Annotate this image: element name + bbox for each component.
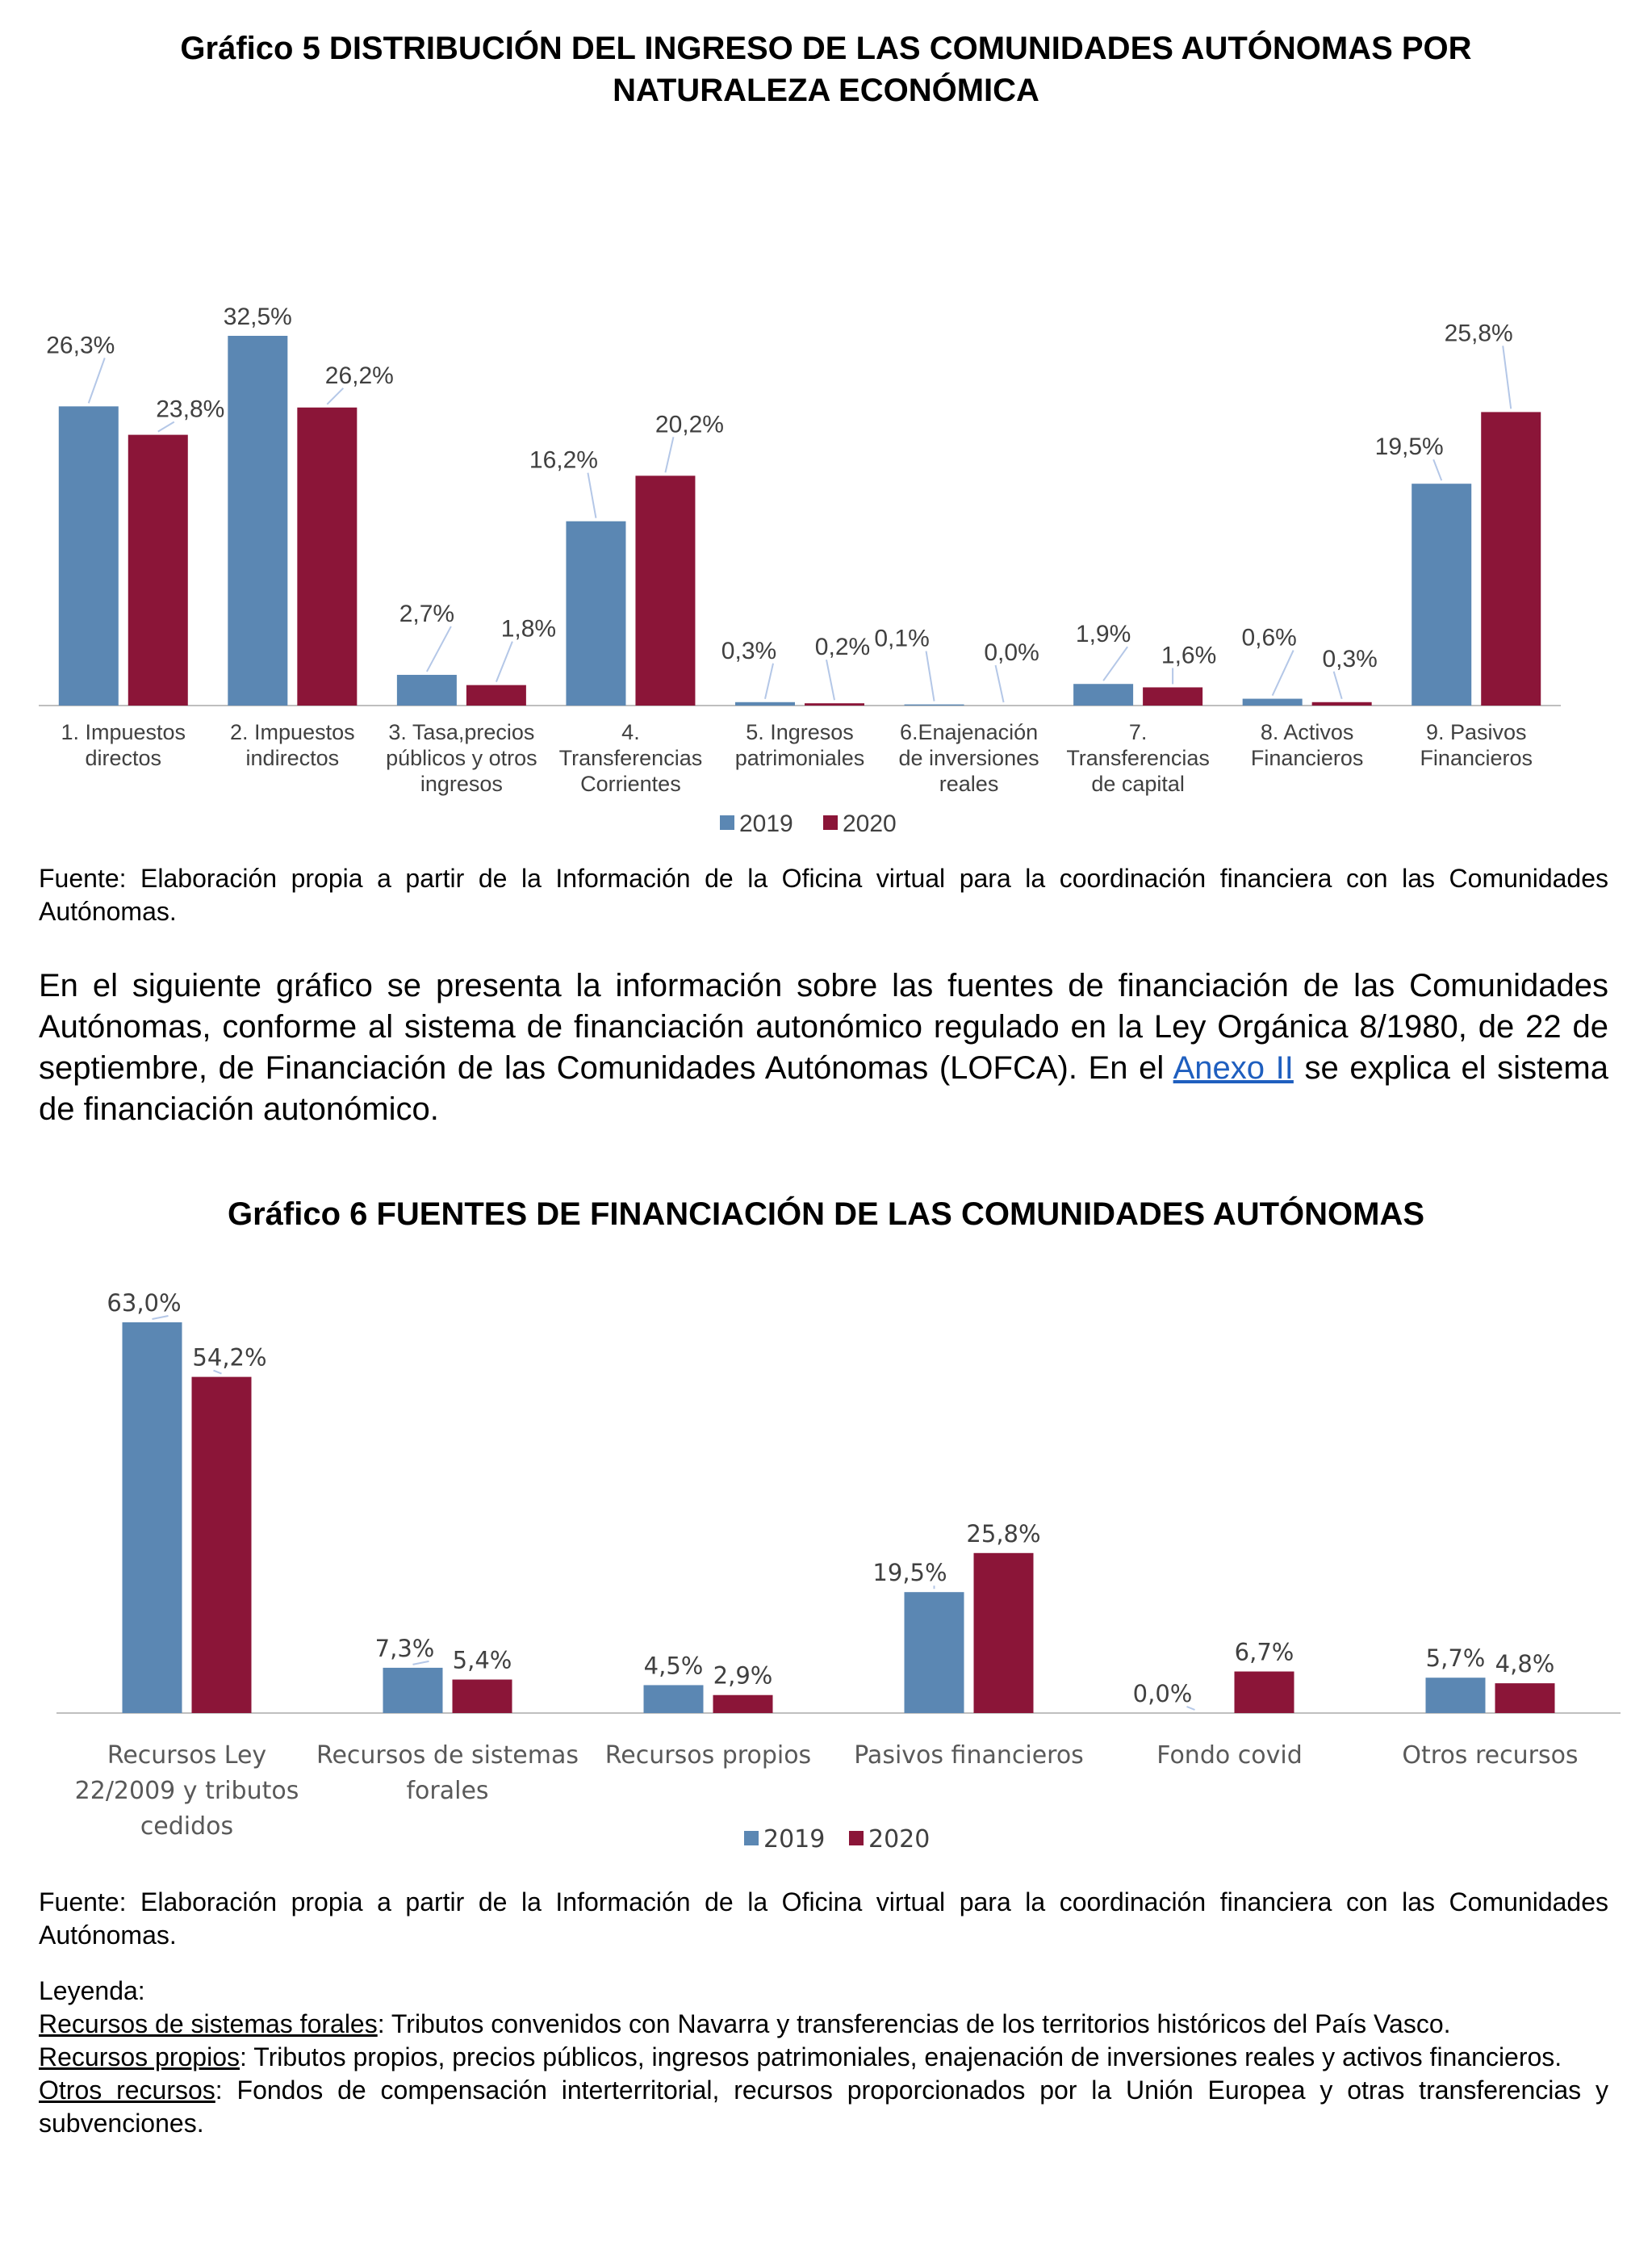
data-label-2020: 4,8% — [1495, 1650, 1555, 1678]
category-label-line: 1. Impuestos — [61, 720, 186, 744]
bar-2020 — [128, 435, 188, 706]
bar-2019 — [735, 702, 795, 706]
legend-note — [39, 2041, 1608, 2074]
category-label-line: 9. Pasivos — [1425, 720, 1527, 744]
legend-swatch-2019 — [744, 1831, 759, 1845]
bar-2020 — [1143, 687, 1202, 706]
legend-desc: : Tributos propios, precios públicos, ingresos patrimoniales, enajenación de inversiones reales y activos financieros. — [240, 2042, 1562, 2071]
leader-line — [1334, 672, 1342, 699]
category-label-line: Fondo covid — [1156, 1741, 1303, 1770]
data-label-2019: 0,1% — [874, 625, 930, 652]
leader-line — [1273, 651, 1294, 696]
category-label-line: de capital — [1091, 772, 1185, 796]
bar-2019 — [1243, 699, 1303, 706]
leader-line — [588, 473, 596, 518]
legend-term: Recursos propios — [39, 2042, 240, 2071]
data-label-2019: 16,2% — [529, 446, 598, 474]
leader-line — [665, 437, 673, 472]
bar-2020 — [297, 408, 357, 706]
bar-2019 — [644, 1685, 704, 1713]
data-label-2020: 23,8% — [156, 396, 225, 423]
leader-line — [1103, 647, 1127, 681]
category-label-line: 8. Activos — [1260, 720, 1354, 744]
data-label-2020: 0,3% — [1322, 645, 1378, 672]
legend-swatch-2019 — [720, 815, 734, 830]
category-label — [230, 720, 355, 770]
leader-line — [427, 626, 451, 672]
bar-2020 — [192, 1377, 252, 1713]
category-label-line: Recursos de sistemas — [316, 1741, 579, 1770]
legend-swatch-2020 — [849, 1831, 864, 1845]
legend-label-2019: 2019 — [763, 1825, 826, 1854]
chart6-source: Fuente: Elaboración propia a partir de la Información de la Oficina virtual para la coordinación financiera con las Comunidades Autónomas. — [39, 1887, 1608, 1950]
category-label-line: Transferencias — [558, 746, 703, 770]
legend-note — [39, 2074, 1608, 2140]
data-label-2020: 20,2% — [655, 411, 724, 438]
bar-2020 — [713, 1695, 773, 1713]
category-label — [61, 720, 186, 770]
legend-desc: : Tributos convenidos con Navarra y transferencias de los territorios históricos del País Vasco. — [377, 2009, 1451, 2038]
legend — [744, 1825, 930, 1854]
category-label-line: Transferencias — [1066, 746, 1210, 770]
category-label-line: Otros recursos — [1402, 1741, 1579, 1770]
category-label — [899, 720, 1039, 796]
data-label-2020: 6,7% — [1234, 1638, 1294, 1666]
legend-desc: : Fondos de compensación interterritorial, recursos proporcionados por la Unión Europea y otras transferencias y subvenciones. — [39, 2076, 1609, 2138]
data-label-2020: 5,4% — [452, 1646, 512, 1674]
category-label — [316, 1741, 579, 1805]
data-label-2019: 32,5% — [223, 304, 292, 330]
bar-2019 — [123, 1322, 182, 1713]
chart5-title — [0, 27, 1652, 111]
leader-line — [496, 642, 512, 682]
bar-2020 — [466, 685, 526, 706]
category-label — [386, 720, 537, 796]
leader-line — [158, 422, 174, 432]
legend-term: Otros recursos — [39, 2076, 215, 2105]
bar-2019 — [1073, 684, 1133, 706]
body-paragraph — [39, 966, 1608, 1130]
chart5-title-line2: NATURALEZA ECONÓMICA — [613, 73, 1039, 108]
data-label-2020: 1,6% — [1161, 642, 1217, 669]
legend-notes — [39, 1975, 1608, 2140]
leader-line — [1503, 346, 1511, 408]
category-label-line: reales — [939, 772, 999, 796]
category-label — [1156, 1741, 1302, 1770]
data-label-2019: 0,6% — [1241, 624, 1297, 651]
category-label-line: Pasivos financieros — [854, 1741, 1084, 1770]
category-label — [75, 1741, 299, 1841]
category-label-line: forales — [406, 1777, 489, 1805]
data-label-2019: 1,9% — [1075, 621, 1131, 648]
bar-2019 — [383, 1668, 443, 1713]
data-label-2019: 19,5% — [872, 1559, 947, 1587]
chart6-title: Gráfico 6 FUENTES DE FINANCIACIÓN DE LAS COMUNIDADES AUTÓNOMAS — [227, 1196, 1425, 1232]
bar-2020 — [453, 1680, 512, 1713]
chart5 — [0, 145, 1652, 848]
leader-line — [926, 651, 935, 702]
data-label-2020: 2,9% — [713, 1661, 773, 1690]
category-label-line: ingresos — [420, 772, 503, 796]
category-label-line: Corrientes — [580, 772, 681, 796]
data-label-2019: 5,7% — [1425, 1644, 1486, 1673]
legend-label-2019: 2019 — [739, 811, 793, 837]
category-label-line: 7. — [1128, 720, 1148, 744]
bar-2020 — [1495, 1683, 1555, 1713]
chart5-title-line1: Gráfico 5 DISTRIBUCIÓN DEL INGRESO DE LAS COMUNIDADES AUTÓNOMAS POR — [180, 31, 1472, 66]
data-label-2020: 0,0% — [984, 639, 1039, 666]
data-label-2020: 0,2% — [814, 634, 871, 661]
bar-2020 — [805, 703, 864, 706]
data-label-2019: 7,3% — [374, 1634, 435, 1662]
data-label-2019: 2,7% — [399, 600, 455, 627]
category-label — [735, 720, 865, 770]
legend-note — [39, 2008, 1608, 2041]
category-label — [1420, 720, 1533, 770]
bar-2019 — [59, 406, 119, 706]
leader-line — [765, 664, 773, 699]
data-label-2019: 26,3% — [46, 332, 115, 359]
category-label-line: 3. Tasa,precios — [388, 720, 535, 744]
legend-term: Recursos de sistemas forales — [39, 2009, 378, 2038]
data-label-2019: 0,0% — [1132, 1680, 1193, 1707]
data-label-2020: 1,8% — [500, 615, 557, 643]
category-label-line: Recursos Ley — [107, 1741, 267, 1770]
chart5-source: Fuente: Elaboración propia a partir de la Información de la Oficina virtual para la coordinación financiera con las Comunidades Autónomas. — [39, 864, 1608, 926]
category-label-line: indirectos — [245, 746, 340, 770]
category-label-line: 2. Impuestos — [230, 720, 355, 744]
category-label-line: 6.Enajenación — [899, 720, 1039, 744]
data-label-2020: 25,8% — [966, 1519, 1041, 1548]
bar-2020 — [1481, 412, 1541, 706]
category-label-line: directos — [85, 746, 162, 770]
leader-line — [1433, 459, 1441, 480]
data-label-2020: 54,2% — [192, 1343, 267, 1372]
category-label — [1251, 720, 1364, 770]
category-label-line: 5. Ingresos — [746, 720, 854, 744]
bar-2019 — [397, 675, 457, 706]
category-label-line: Financieros — [1250, 746, 1364, 770]
data-label-2019: 0,3% — [721, 637, 777, 664]
category-label-line: 4. — [621, 720, 640, 744]
category-label-line: Financieros — [1420, 746, 1533, 770]
bar-2020 — [635, 475, 695, 706]
leader-line — [327, 388, 343, 404]
bar-2020 — [1312, 702, 1372, 706]
category-label — [854, 1741, 1084, 1770]
category-label-line: patrimoniales — [734, 746, 865, 770]
bar-2020 — [974, 1553, 1034, 1713]
data-label-2020: 26,2% — [324, 362, 394, 389]
bar-2020 — [1235, 1672, 1294, 1713]
category-label-line: públicos y otros — [386, 746, 537, 770]
bar-2019 — [1412, 484, 1471, 706]
legend-label-2020: 2020 — [843, 811, 897, 837]
category-label — [559, 720, 703, 796]
chart6 — [0, 1259, 1652, 1857]
leader-line — [89, 358, 105, 403]
anexo-link[interactable]: Anexo II — [1173, 1050, 1294, 1086]
paragraph-text-end: se explica el sistema de financiación autonómico. — [39, 1050, 1608, 1127]
leader-line — [996, 665, 1004, 702]
category-label — [605, 1741, 811, 1770]
category-label-line: Recursos propios — [604, 1741, 812, 1770]
leader-line — [826, 660, 834, 700]
category-label-line: 22/2009 y tributos — [74, 1777, 299, 1805]
legend-label-2020: 2020 — [868, 1825, 931, 1854]
bar-2019 — [566, 522, 625, 706]
paragraph-text: En el siguiente gráfico se presenta la información sobre las fuentes de financiación de las Comunidades Autónomas, conforme al sistema de financiación autonómico regulado en la Ley Orgánica 8/1980, de 22 de septiembre, de Financiación de las Comunidades Autónomas (LOFCA). En el — [39, 968, 1608, 1086]
legend — [720, 811, 897, 837]
bar-2019 — [905, 1592, 964, 1713]
legend-heading: Leyenda: — [39, 1976, 145, 2005]
data-label-2020: 25,8% — [1444, 320, 1513, 347]
bar-2019 — [228, 336, 287, 706]
category-label-line: cedidos — [140, 1812, 234, 1841]
category-label-line: de inversiones — [898, 746, 1039, 770]
bar-2019 — [1426, 1678, 1486, 1713]
category-label — [1402, 1741, 1578, 1770]
data-label-2019: 4,5% — [643, 1652, 704, 1680]
data-label-2019: 19,5% — [1374, 434, 1444, 461]
legend-swatch-2020 — [823, 815, 838, 830]
category-label — [1066, 720, 1210, 796]
data-label-2019: 63,0% — [107, 1289, 182, 1317]
bar-2019 — [905, 705, 964, 706]
